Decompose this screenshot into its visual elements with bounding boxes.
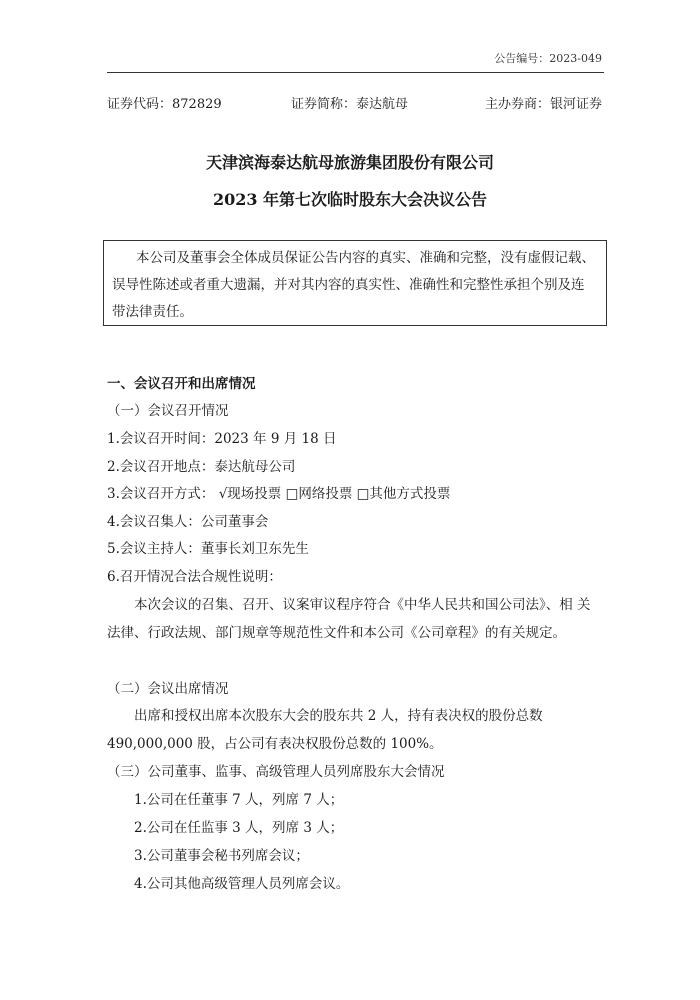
subsection-heading: （二）会议出席情况 xyxy=(107,681,229,697)
method-onsite-checked: √现场投票 xyxy=(218,486,282,502)
notice-title: 2023 年第七次临时股东大会决议公告 xyxy=(212,190,488,209)
method-other-unchecked: □其他方式投票 xyxy=(356,486,451,502)
attendance-text: 490,000,000 股，占公司有表决权股份总数的 100%。 xyxy=(107,736,443,752)
disclaimer-line: 误导性陈述或者重大遗漏，并对其内容的真实性、准确性和完整性承担个别及连 xyxy=(112,277,585,293)
announcement-number: 公告编号：2023-049 xyxy=(494,52,602,65)
legality-heading: 6.召开情况合法合规性说明： xyxy=(107,569,282,585)
attendee-item: 4.公司其他高级管理人员列席会议。 xyxy=(134,876,350,892)
security-code: 证券代码：872829 xyxy=(107,97,222,112)
meeting-host: 5.会议主持人：董事长刘卫东先生 xyxy=(107,541,309,557)
sponsor-broker: 主办券商：银河证券 xyxy=(484,97,602,112)
legality-text: 法律、行政法规、部门规章等规范性文件和本公司《公司章程》的有关规定。 xyxy=(107,625,566,641)
attendee-item: 2.公司在任监事 3 人，列席 3 人； xyxy=(134,820,344,836)
method-online-unchecked: □网络投票 xyxy=(285,486,353,502)
meeting-method xyxy=(107,482,450,502)
meeting-convener: 4.会议召集人：公司董事会 xyxy=(107,514,269,530)
section-heading: 一、会议召开和出席情况 xyxy=(107,376,256,392)
company-title: 天津滨海泰达航母旅游集团股份有限公司 xyxy=(205,153,494,172)
subsection-heading: （一）会议召开情况 xyxy=(107,403,229,419)
subsection-heading: （三）公司董事、监事、高级管理人员列席股东大会情况 xyxy=(107,764,445,780)
attendee-item: 3.公司董事会秘书列席会议； xyxy=(134,848,309,864)
legality-text: 本次会议的召集、召开、议案审议程序符合《中华人民共和国公司法》、相 关 xyxy=(134,597,591,613)
attendee-item: 1.公司在任董事 7 人，列席 7 人； xyxy=(134,792,344,808)
meeting-time: 1.会议召开时间：2023 年 9 月 18 日 xyxy=(107,431,337,447)
security-abbreviation: 证券简称：泰达航母 xyxy=(291,97,409,112)
meeting-place: 2.会议召开地点：泰达航母公司 xyxy=(107,459,296,475)
attendance-text: 出席和授权出席本次股东大会的股东共 2 人，持有表决权的股份总数 xyxy=(134,708,543,724)
meeting-method-label: 3.会议召开方式： xyxy=(107,486,215,502)
disclaimer-line: 本公司及董事会全体成员保证公告内容的真实、准确和完整，没有虚假记载、 xyxy=(136,250,595,266)
disclaimer-line: 带法律责任。 xyxy=(112,304,193,320)
header-rule xyxy=(107,72,604,73)
